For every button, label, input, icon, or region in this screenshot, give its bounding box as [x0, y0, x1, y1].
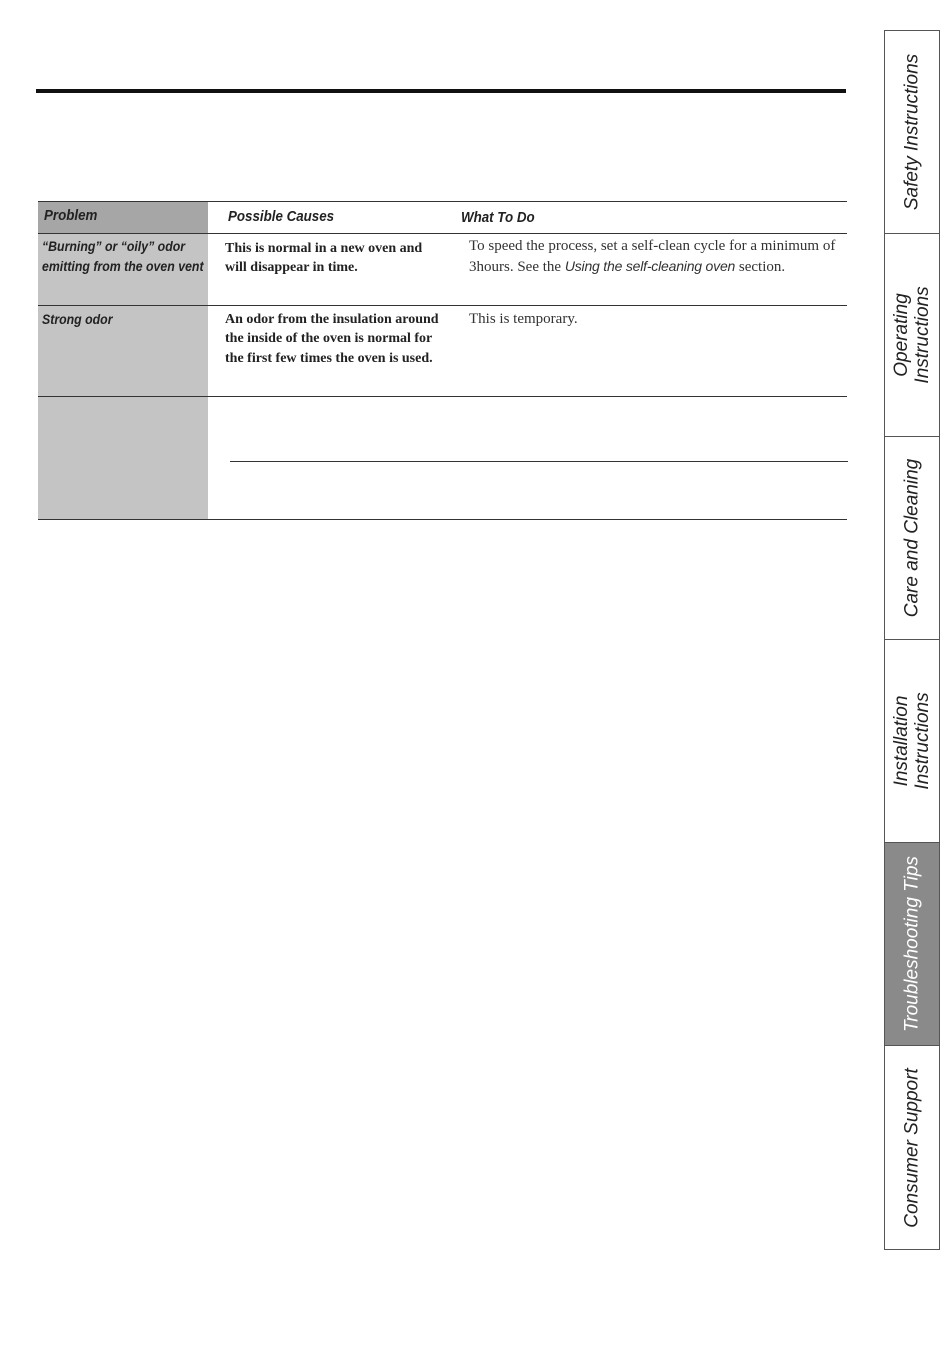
- tab-label: Care and Cleaning: [901, 458, 923, 618]
- table-row: [38, 306, 847, 397]
- todo-text: This is temporary.: [469, 311, 578, 327]
- problem-text: Strong odor: [42, 311, 113, 327]
- tab-label: Consumer Support: [901, 1067, 923, 1228]
- troubleshooting-table: [38, 201, 847, 520]
- tab-consumer-support[interactable]: [885, 1046, 939, 1249]
- table-header: [38, 201, 847, 234]
- tab-label: Operating Instructions: [891, 286, 933, 384]
- tab-troubleshooting-tips[interactable]: [885, 843, 939, 1046]
- problem-cell: [38, 397, 208, 519]
- todo-text-start: To speed the process, set a self-clean cycle for a minimum of 3hours. See the: [469, 238, 836, 275]
- table-row: [38, 397, 847, 520]
- top-rule: [36, 89, 846, 93]
- tab-installation-instructions[interactable]: [885, 640, 939, 843]
- tab-label: Troubleshooting Tips: [901, 856, 923, 1032]
- tab-operating-instructions[interactable]: [885, 234, 939, 437]
- possible-causes-header: Possible Causes: [228, 209, 335, 225]
- tab-care-and-cleaning[interactable]: [885, 437, 939, 640]
- what-to-do-header: What To Do: [461, 210, 535, 226]
- cause-text: This is normal in a new oven and will disappear in time.: [225, 241, 423, 276]
- problem-header: Problem: [44, 208, 98, 224]
- tab-label: Installation Instructions: [891, 692, 933, 790]
- row-divider: [230, 461, 848, 462]
- section-tabs: [884, 30, 940, 1250]
- tab-label: Safety Instructions: [901, 53, 923, 211]
- section-reference: Using the self-cleaning oven: [564, 257, 736, 274]
- table-row: [38, 234, 847, 306]
- cause-text: An odor from the insulation around the inside of the oven is normal for the first few times the oven is used.: [225, 312, 439, 366]
- problem-text: “Burning” or “oily” odor emitting from the oven vent: [42, 238, 204, 274]
- todo-text: [469, 237, 849, 277]
- todo-text-end: section.: [735, 258, 786, 275]
- tab-safety-instructions[interactable]: [885, 31, 939, 234]
